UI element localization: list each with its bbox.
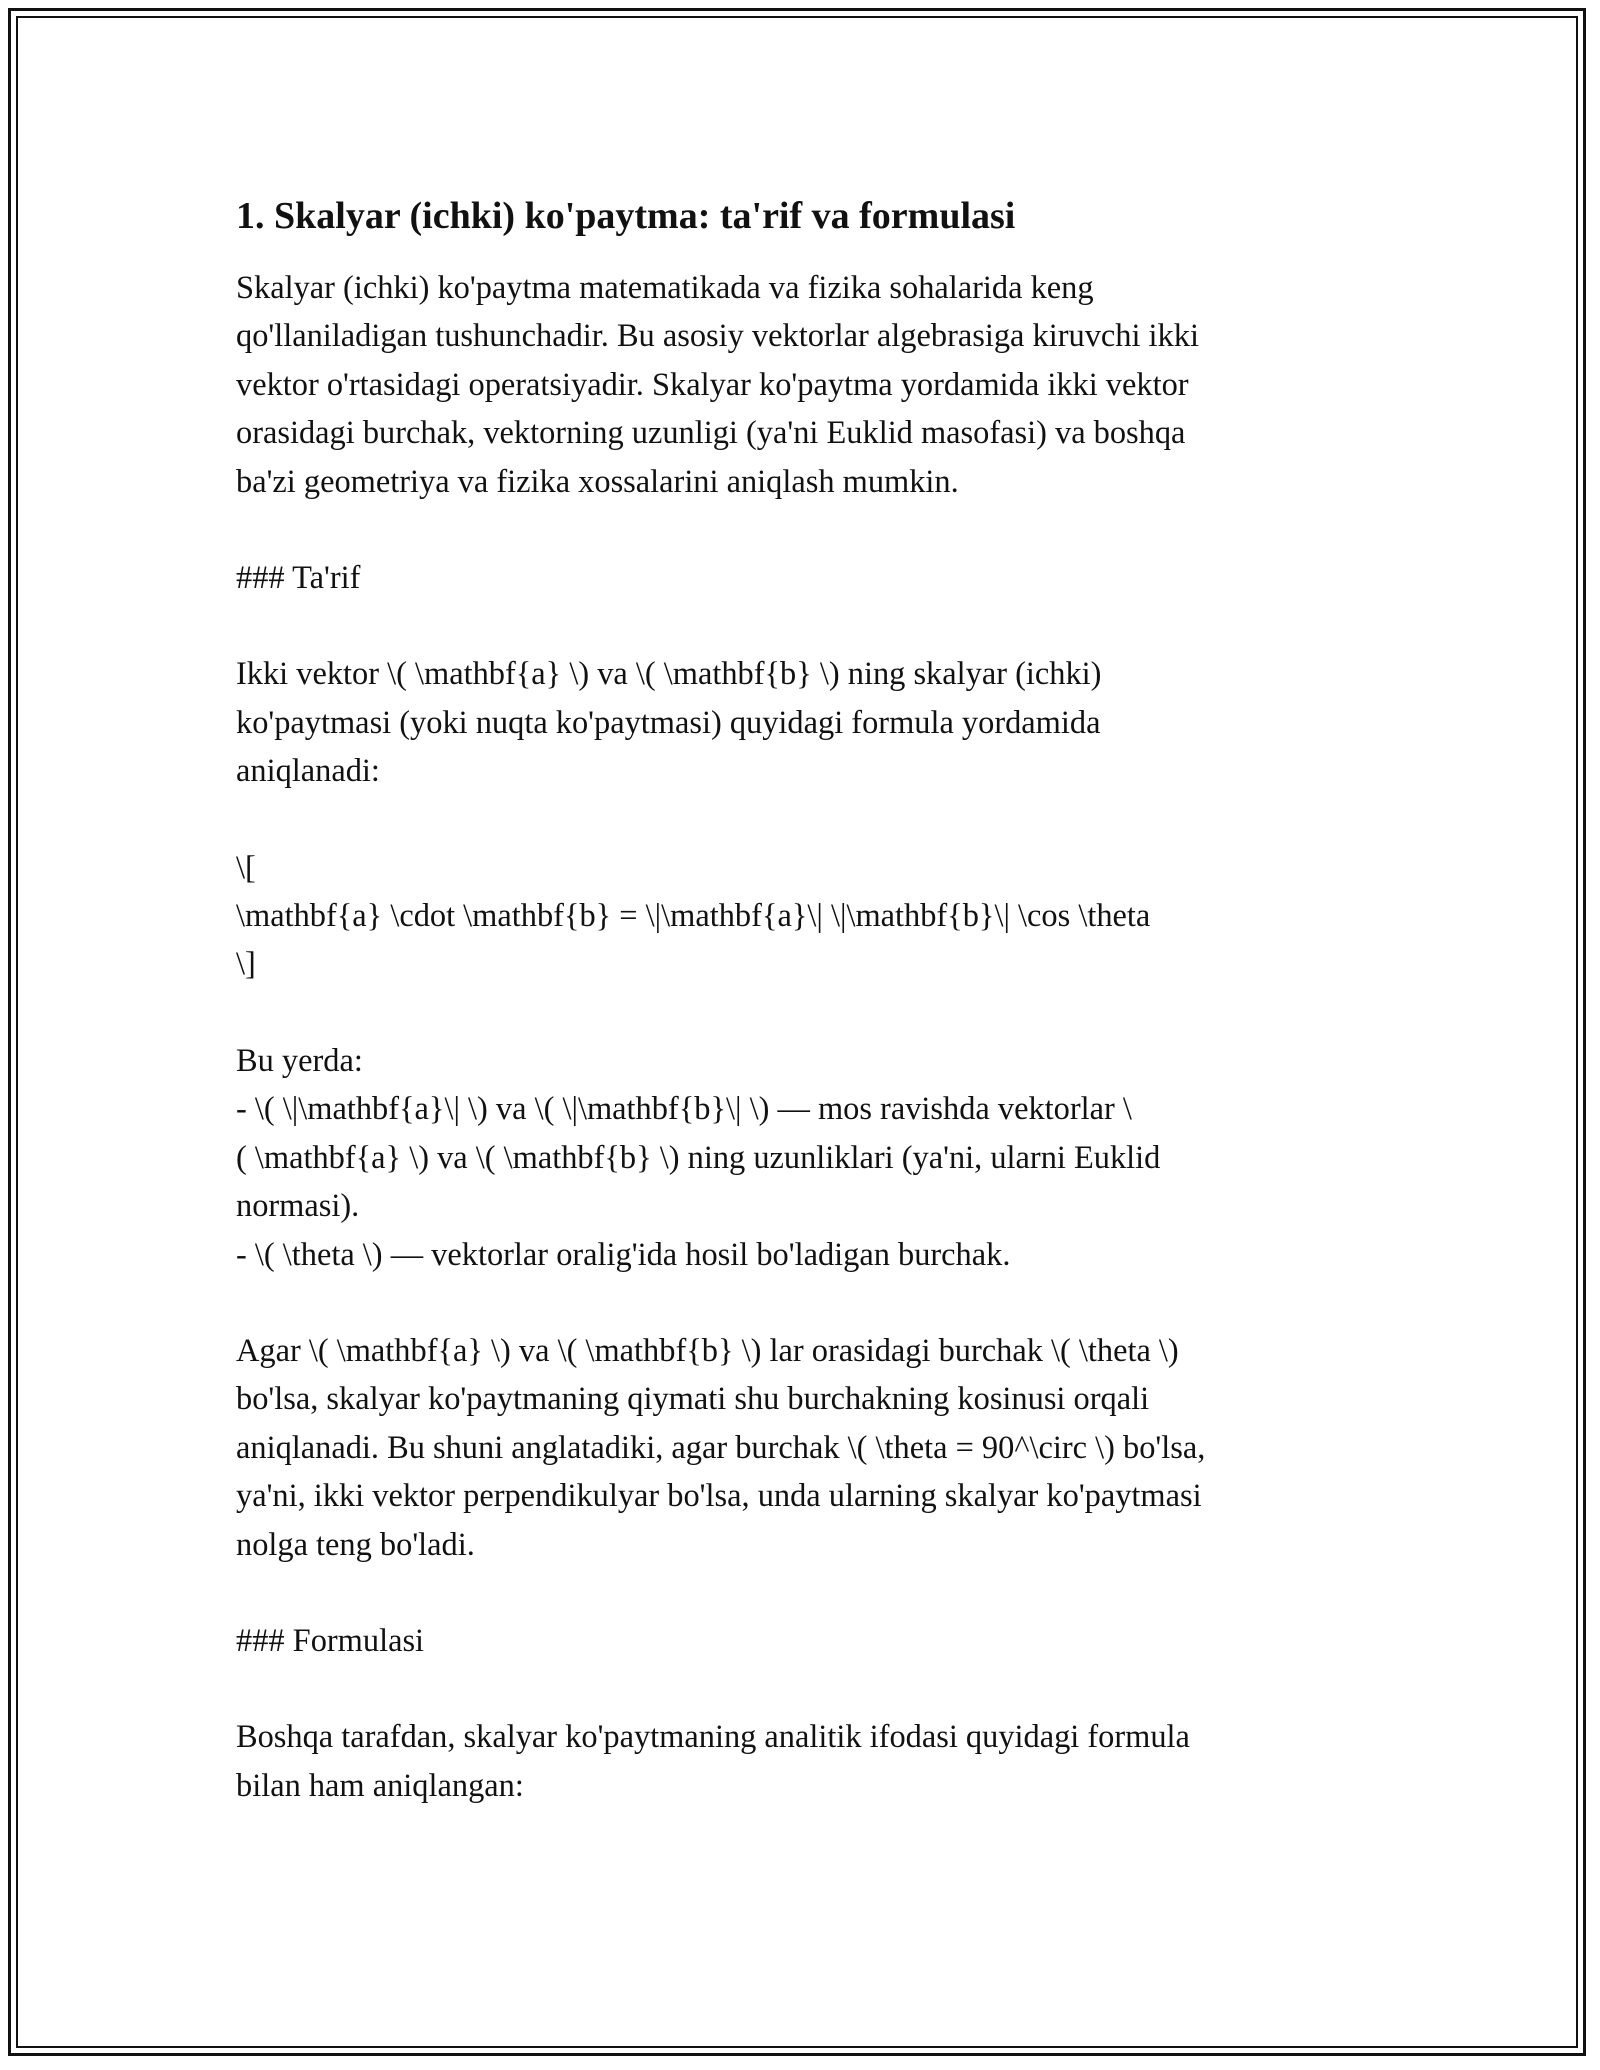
section-heading-formulasi: ### Formulasi	[236, 1622, 425, 1659]
spacer	[236, 796, 1356, 844]
spacer	[236, 506, 1356, 554]
intro-paragraph: Skalyar (ichki) ko'paytma matematikada va fizika sohalarida keng qo'llaniladigan tushunchadir. Bu asosiy vektorlar algebrasiga kiruvchi ikki vektor o'rtasidagi operatsiyadir. Skalyar ko'paytma yordamida ikki vektor orasidagi burchak, vektorning uzunligi (ya'ni Euklid masofasi) va boshqa ba'zi geometriya va fizika xossalarini aniqlash mumkin.	[236, 270, 1199, 500]
analytic-paragraph: Boshqa tarafdan, skalyar ko'paytmaning analitik ifodasi quyidagi formula bilan ham aniqlangan:	[236, 1719, 1190, 1804]
spacer	[236, 1279, 1356, 1327]
spacer	[236, 989, 1356, 1037]
document-title: 1. Skalyar (ichki) ko'paytma: ta'rif va formulasi	[236, 195, 1016, 237]
spacer	[236, 1569, 1356, 1617]
document-body	[236, 190, 1356, 1810]
spacer	[236, 1665, 1356, 1713]
definition-paragraph: Ikki vektor \( \mathbf{a} \) va \( \mathbf{b} \) ning skalyar (ichki) ko'paytmasi (yoki nuqta ko'paytmasi) quyidagi formula yordamida aniqlanadi:	[236, 656, 1102, 790]
formula-block: \[ \mathbf{a} \cdot \mathbf{b} = \|\mathbf{a}\| \|\mathbf{b}\| \cos \theta \]	[236, 849, 1151, 983]
angle-paragraph: Agar \( \mathbf{a} \) va \( \mathbf{b} \) lar orasidagi burchak \( \theta \) bo'lsa, skalyar ko'paytmaning qiymati shu burchakning kosinusi orqali aniqlanadi. Bu shuni anglatadiki, agar burchak \( \theta = 90^\circ \) bo'lsa, ya'ni, ikki vektor perpendikulyar bo'lsa, unda ularning skalyar ko'paytmasi nolga teng bo'ladi.	[236, 1332, 1206, 1563]
section-heading-tarif: ### Ta'rif	[236, 560, 361, 597]
spacer	[236, 602, 1356, 650]
explanation-list: Bu yerda: - \( \|\mathbf{a}\| \) va \( \|\mathbf{b}\| \) — mos ravishda vektorlar \ ( \mathbf{a} \) va \( \mathbf{b} \) ning uzunliklari (ya'ni, ularni Euklid normasi). - \( \theta \) — vektorlar oralig'ida hosil bo'ladigan burchak.	[236, 1042, 1161, 1273]
